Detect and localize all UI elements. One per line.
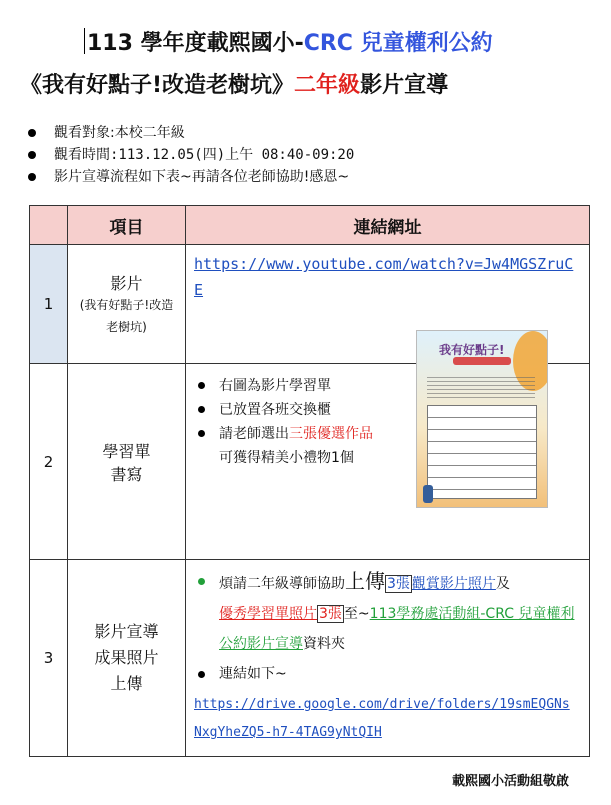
bullet-icon [28,173,36,181]
bullet-icon [198,671,205,678]
worksheet-title: 我有好點子! [439,343,505,357]
row-item: 影片宣導 成果照片 上傳 [68,560,186,757]
upload-notes [186,566,583,689]
row-item: 學習單 書寫 [68,364,186,560]
title1-suffix: 兒童權利公約 [352,31,493,56]
header-item: 項目 [68,206,186,245]
title2-prefix: 《我有好點子!改造老樹坑》 [20,73,295,98]
row-number: 3 [30,560,68,757]
bullet-icon [28,129,36,137]
list-item: 右圖為影片學習單 [194,374,414,398]
table-row [30,560,590,757]
worksheet-thumbnail [416,330,548,508]
worksheet-instructions [427,377,535,401]
table-header-row [30,206,590,245]
row-item: 影片 (我有好點子!改造老樹坑) [68,245,186,364]
header-link: 連結網址 [186,206,590,245]
row-number: 2 [30,364,68,560]
info-list [28,122,354,188]
footer-signature: 載熙國小活動組敬啟 [452,774,570,789]
title2-grade: 二年級 [294,73,361,98]
header-num-cell [30,206,68,245]
bullet-icon [28,151,36,159]
drive-link[interactable]: https://drive.google.com/drive/folders/19smEQGNsNxgYheZQ5-h7-4TAG9yNtQIH [194,697,570,740]
bullet-icon [198,578,205,585]
title-line-1 [84,26,493,57]
list-item: 煩請二年級導師協助上傳 3張 觀賞影片照片及 優秀學習單照片 3張 至~113學務處活動組-CRC 兒童權利公約影片宣導資料夾 [194,566,583,659]
info-item: 觀看對象:本校二年級 [28,122,354,144]
info-item: 影片宣導流程如下表~再請各位老師協助!感恩~ [28,166,354,188]
title-line-2 [20,68,448,99]
row-number: 1 [30,245,68,364]
bullet-icon [198,382,205,389]
youtube-link[interactable]: https://www.youtube.com/watch?v=Jw4MGSZruCE [194,255,574,299]
row-content-cell [186,560,590,757]
title1-prefix: 113 學年度載熙國小- [87,31,304,56]
worksheet-writing-lines [427,405,537,499]
worksheet-subtitle-bar [453,357,511,365]
title-bar-mark [84,28,85,54]
drive-link-wrap [186,689,583,747]
bullet-icon [198,430,205,437]
info-item: 觀看時間:113.12.05(四)上午 08:40-09:20 [28,144,354,166]
worksheet-notes [186,374,414,470]
title1-crc: CRC [303,31,353,56]
list-item: 連結如下~ [194,659,583,689]
child-figure-icon [423,485,433,503]
title2-suffix: 影片宣導 [360,73,449,98]
list-item: 已放置各班交換櫃 [194,398,414,422]
bullet-icon [198,406,205,413]
list-item: 請老師選出三張優選作品 可獲得精美小禮物1個 [194,422,414,470]
